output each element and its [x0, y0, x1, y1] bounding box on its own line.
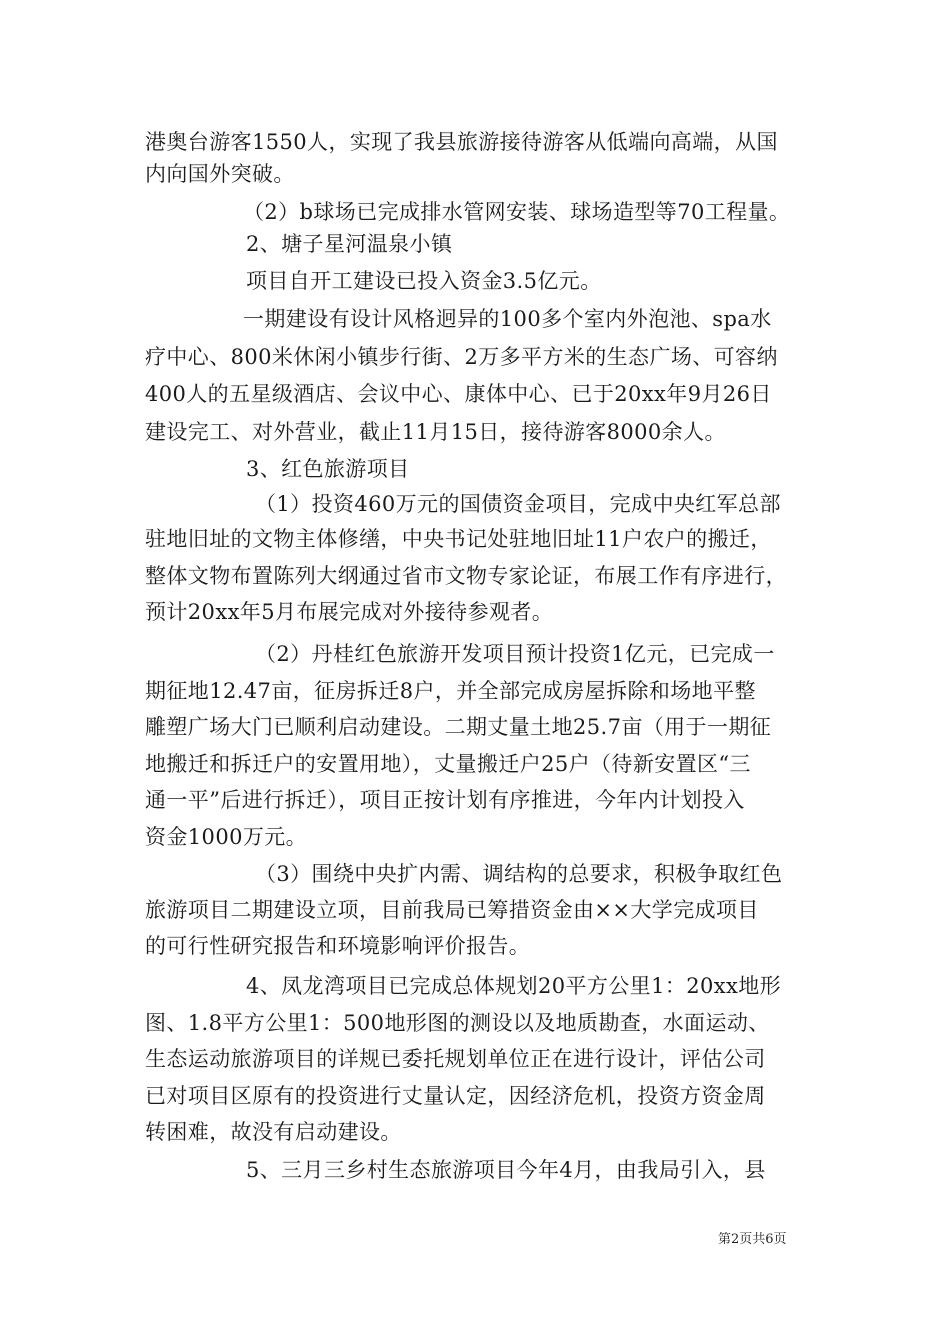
text-line: 疗中心、800米休闲小镇步行街、2万多平方米的生态广场、可容纳 — [145, 345, 778, 369]
text-line: 400人的五星级酒店、会议中心、康体中心、已于20xx年9月26日 — [145, 382, 772, 406]
text-line: 生态运动旅游项目的详规已委托规划单位正在进行设计，评估公司 — [145, 1047, 766, 1071]
text-line: 期征地12.47亩，征房拆迁8户，并全部完成房屋拆除和场地平整 — [145, 679, 756, 703]
section-heading: 3、红色旅游项目 — [246, 457, 410, 481]
text-line: 5、三月三乡村生态旅游项目今年4月，由我局引入，县 — [246, 1158, 766, 1182]
text-line: （1）投资460万元的国债资金项目，完成中央红军总部 — [255, 492, 781, 516]
text-line: 地搬迁和拆迁户的安置用地），丈量搬迁户25户（待新安置区“三 — [145, 752, 751, 776]
text-line: （2）b球场已完成排水管网安装、球场造型等70工程量。 — [243, 200, 791, 224]
text-line: 预计20xx年5月布展完成对外接待参观者。 — [145, 600, 554, 624]
text-line: （3）围绕中央扩内需、调结构的总要求，积极争取红色 — [255, 862, 783, 886]
text-line: 驻地旧址的文物主体修缮，中央书记处驻地旧址11户农户的搬迁， — [145, 527, 772, 551]
text-line: 转困难，故没有启动建设。 — [145, 1120, 402, 1144]
text-line: 图、1.8平方公里1：500地形图的测设以及地质勘查，水面运动、 — [145, 1011, 770, 1035]
text-line: 港奥台游客1550人，实现了我县旅游接待游客从低端向高端，从国 — [145, 130, 778, 154]
text-line: 通一平”后进行拆迁），项目正按计划有序推进，今年内计划投入 — [145, 788, 745, 812]
text-line: 已对项目区原有的投资进行丈量认定，因经济危机，投资方资金周 — [145, 1084, 766, 1108]
text-line: 项目自开工建设已投入资金3.5亿元。 — [246, 269, 602, 293]
text-line: 一期建设有设计风格迥异的100多个室内外泡池、spa水 — [243, 307, 772, 331]
text-line: 的可行性研究报告和环境影响评价报告。 — [145, 934, 531, 958]
text-line: 雕塑广场大门已顺利启动建设。二期丈量土地25.7亩（用于一期征 — [145, 715, 772, 739]
text-line: 整体文物布置陈列大纲通过省市文物专家论证，布展工作有序进行， — [145, 564, 787, 588]
text-line: 资金1000万元。 — [145, 825, 308, 849]
text-line: 建设完工、对外营业，截止11月15日，接待游客8000余人。 — [145, 420, 726, 444]
text-line: 旅游项目二期建设立项，目前我局已筹措资金由××大学完成项目 — [145, 898, 759, 922]
text-line: 内向国外突破。 — [145, 162, 295, 186]
page-number: 第2页共6页 — [718, 1232, 787, 1247]
text-line: （2）丹桂红色旅游开发项目预计投资1亿元，已完成一 — [255, 642, 775, 666]
section-heading: 2、塘子星河温泉小镇 — [246, 232, 453, 256]
text-line: 4、凤龙湾项目已完成总体规划20平方公里1：20xx地形 — [246, 974, 782, 998]
